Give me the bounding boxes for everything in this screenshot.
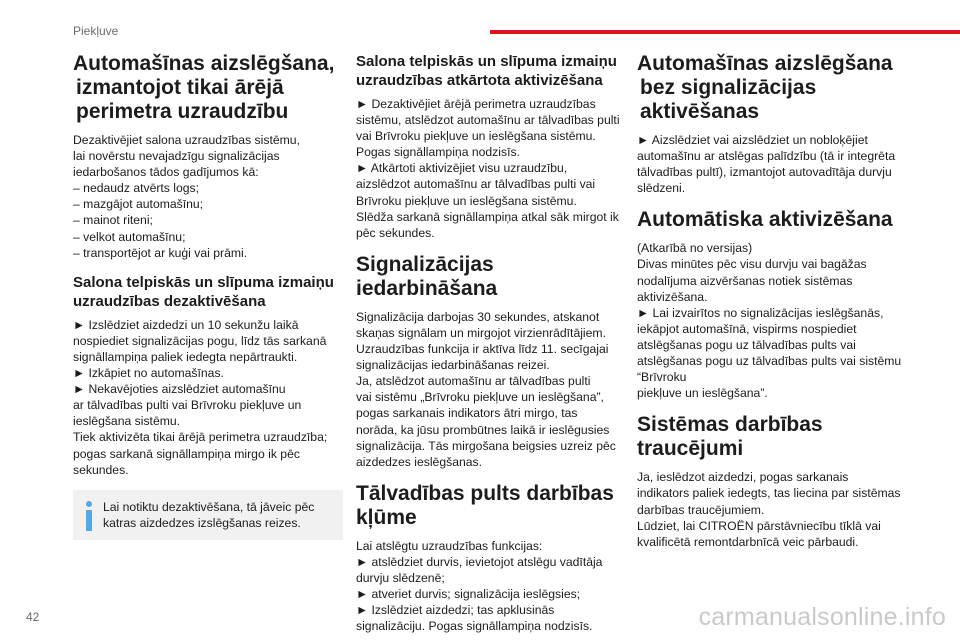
heading-line: Automašīnas aizslēgšana,: [73, 52, 335, 75]
subheading-reactivation: Salona telpiskās un slīpuma izmaiņu uzraudzības atkārtota aktivizēšana: [356, 53, 617, 89]
heading-line: bez signalizācijas: [640, 76, 817, 99]
heading-malfunction: [637, 413, 907, 461]
heading-line: traucējumi: [637, 437, 744, 461]
column-2: [356, 52, 624, 634]
heading-lock-no-alarm: [637, 52, 907, 124]
heading-line: aktivēšanas: [640, 100, 760, 123]
deactivation-steps: ► Izslēdziet aizdedzi un 10 sekunžu laikā nospiediet signalizācijas pogu, līdz tās sarkanā signāllampiņa paliek iedegta nepārtraukti. ► Izkāpiet no automašīnas. ► Nekavējoties aizslēdziet automašīnu ar tālvadības pulti vai Brīvroku piekļuve un ieslēgšana sistēmu. Tiek aktivizēta tikai ārējā perimetra uzraudzība; pogas sarkanā signāllampiņa mirgo ik pēc sekundes.: [73, 317, 328, 477]
reactivation-steps: ► Dezaktivējiet ārējā perimetra uzraudzības sistēmu, atslēdzot automašīnu ar tālvadības pulti vai Brīvroku piekļuve un ieslēgšana sistēmu. Pogas signāllampiņa nodzisīs. ► Atkārtoti aktivizējiet visu uzraudzību, aizslēdzot automašīnu ar tālvadības pulti vai Brīvroku piekļuve un ieslēgšana sistēmu. Slēdža sarkanā signāllampiņa atkal sāk mirgot ik pēc sekundes.: [356, 97, 620, 240]
watermark: carmanualsonline.info: [698, 603, 946, 631]
intro-paragraph: Dezaktivējiet salona uzraudzības sistēmu, lai novērstu nevajadzīgu signalizācijas iedarbošanos tādos gadījumos kā: – nedaudz atvērts logs; – mazgājot automašīnu; – mainot riteni; – velkot automašīnu; – transportējot ar kuģi vai prāmi.: [73, 133, 300, 260]
heading-lock-perimeter: [73, 52, 343, 124]
column-3: [637, 52, 907, 550]
info-box: [73, 490, 343, 540]
heading-auto-activation: Automātiska aktivizēšana: [637, 208, 893, 232]
heading-line: Automašīnas aizslēgšana: [637, 52, 893, 75]
info-icon: [85, 499, 93, 531]
heading-line: perimetra uzraudzību: [76, 100, 289, 123]
column-1: [73, 52, 343, 540]
header-accent-bar: [490, 30, 960, 34]
heading-alarm-trigger: Signalizācijas iedarbināšana: [356, 252, 498, 300]
auto-activation-text: (Atkarībā no versijas) Divas minūtes pēc visu durvju vai bagāžas nodalījuma aizvēršanas notiek sistēmas aktivizēšana. ► Lai izvairītos no signalizācijas ieslēgšanās, iekāpjot automašīnā, vispirms nospiediet atslēgšanas pogu uz tālvadības pults vai atslēgšanas pogu uz tālvadības pults vai sistēmu “Brīvroku piekļuve un ieslēgšana”.: [637, 241, 902, 401]
info-text: Lai notiktu dezaktivēšana, tā jāveic pēc katras aizdedzes izslēgšanas reizes.: [103, 499, 315, 530]
malfunction-text: Ja, ieslēdzot aizdedzi, pogas sarkanais indikators paliek iedegts, tas liecina par sistēmas darbības traucējumiem. Lūdziet, lai CITROËN pārstāvniecību tīklā vai kvalificētā remontdarbnīcā veic pārbaudi.: [637, 470, 901, 549]
heading-line: izmantojot tikai ārējā: [76, 76, 284, 99]
page-number: 42: [26, 610, 40, 624]
section-label: Piekļuve: [73, 24, 119, 38]
heading-line: Sistēmas darbības: [637, 413, 823, 437]
heading-remote-failure: [356, 482, 624, 530]
subheading-deactivation: Salona telpiskās un slīpuma izmaiņu uzraudzības dezaktivēšana: [73, 273, 334, 310]
remote-failure-text: Lai atslēgtu uzraudzības funkcijas: ► atslēdziet durvis, ievietojot atslēgu vadītāja durvju slēdzenē; ► atveriet durvis; signalizācija ieslēgsies; ► Izslēdziet aizdedzi; tas apklusinās signalizāciju. Pogas signāllampiņa nodzisīs.: [356, 538, 603, 634]
heading-line: Tālvadības pults darbības: [356, 481, 614, 505]
lock-no-alarm-text: ► Aizslēdziet vai aizslēdziet un nobloķējiet automašīnu ar atslēgas palīdzību (tā ir integrēta tālvadības pultī), izmantojot autovadītāja durvju slēdzeni.: [637, 133, 896, 196]
heading-line: kļūme: [356, 505, 417, 529]
alarm-trigger-text: Signalizācija darbojas 30 sekundes, atskanot skaņas signālam un mirgojot virzienrādītājiem. Uzraudzības funkcija ir aktīva līdz 11. secīgajai signalizācijas iedarbināšanas reizei. Ja, atslēdzot automašīnu ar tālvadības pulti vai sistēmu „Brīvroku piekļuve un ieslēgšana”, pogas sarkanais indikators ātri mirgo, tas norāda, ka jūsu prombūtnes laikā ir ieslēgusies signalizācija. Tās mirgošana beigsies uzreiz pēc aizdedzes ieslēgšanas.: [356, 309, 616, 469]
